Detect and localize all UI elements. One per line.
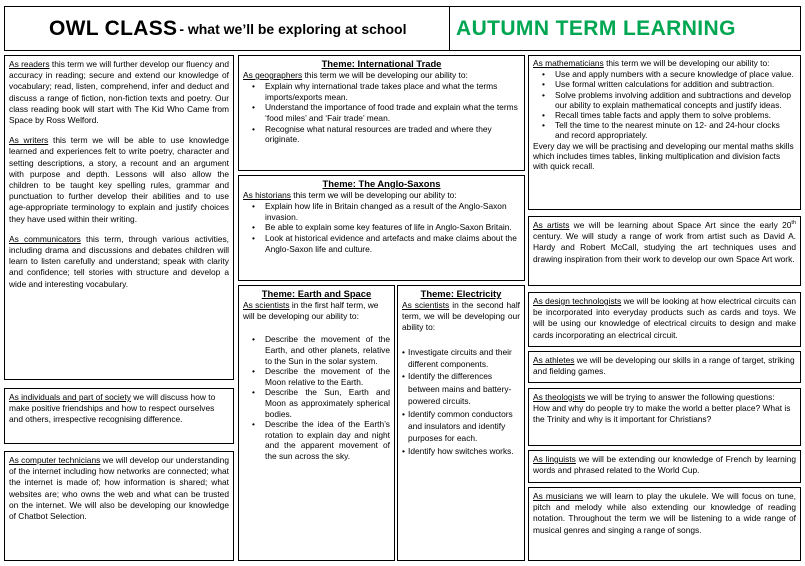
maths-footer: Every day we will be practising and developing our mental maths skills which includes times tables, linking multiplication and division facts with quick recall. bbox=[533, 140, 794, 172]
list-item: • Be able to explain some key features of life in Anglo-Saxon Britain. bbox=[243, 222, 520, 233]
computing-role: As computer technicians bbox=[9, 455, 101, 465]
writers-paragraph: As writers this term we will be able to use knowledge learned and experiences felt to write poetry, character and setting descriptions, a story, a recount and an argument with purpose and depth. Lessons will also allow the children to be taught key spelling rules, grammar and punctuation to further develop their abilities and to use age-appropriate terminology to explain and justify choices they have used within their writing. bbox=[9, 135, 229, 224]
trade-theme-title: Theme: International Trade bbox=[321, 58, 442, 69]
re-questions: How and why do people try to make the world a better place? What is the Trinity and why is it important for Christians? bbox=[533, 403, 791, 425]
list-item: • Understand the importance of food trade and explain what the terms ‘food miles’ and ‘Fair trade’ mean. bbox=[243, 102, 520, 123]
society-paragraph: As individuals and part of society we will discuss how to make positive friendships and how to respect ourselves and others, irrespective recognising difference. bbox=[9, 392, 216, 425]
french-panel bbox=[528, 450, 801, 483]
term-banner bbox=[449, 6, 801, 51]
maths-list bbox=[533, 69, 796, 140]
list-item: • Use and apply numbers with a secure knowledge of place value. bbox=[533, 69, 796, 79]
trade-role: As geographers bbox=[243, 70, 303, 80]
trade-list bbox=[243, 81, 520, 145]
list-item: • Identify common conductors and insulators and identify purposes for each. bbox=[402, 408, 520, 445]
society-role: As individuals and part of society bbox=[9, 392, 131, 402]
title-banner bbox=[4, 6, 524, 51]
space-role: As scientists bbox=[243, 300, 290, 310]
saxons-intro: As historians this term we will be developing our ability to: bbox=[243, 190, 457, 200]
computing-panel bbox=[4, 451, 234, 561]
list-item: • Describe the movement of the Earth, and other planets, relative to the Sun in the solar system. bbox=[243, 334, 390, 366]
readers-role: As readers bbox=[9, 59, 50, 69]
list-item: • Identify how switches works. bbox=[402, 445, 520, 457]
communicators-role: As communicators bbox=[9, 233, 81, 244]
music-paragraph: As musicians we will learn to play the ukulele. We will focus on tune, pitch and melody while also extending our knowledge of reading notation. Throughout the term we will be listening to a wide range of musical genres and singing a range of songs. bbox=[533, 491, 796, 535]
computing-paragraph: As computer technicians we will develop our understanding of the internet including how networks are connected; what the internet is made of; how information is shared; what websites are; who owns the web and what can be trusted on the internet. We will also be developing our knowledge of Chatbot Selection. bbox=[9, 455, 229, 522]
class-name: OWL CLASS bbox=[49, 16, 178, 40]
electricity-theme-title: Theme: Electricity bbox=[420, 288, 502, 299]
list-item: • Explain why international trade takes place and what the terms imports/exports mean. bbox=[243, 81, 520, 102]
saxons-panel bbox=[238, 175, 525, 281]
trade-panel bbox=[238, 55, 525, 171]
list-item: • Explain how life in Britain changed as a result of the Anglo-Saxon invasion. bbox=[243, 201, 520, 222]
list-item: • Use formal written calculations for addition and subtraction. bbox=[533, 79, 796, 89]
pe-paragraph: As athletes we will be developing our skills in a range of target, striking and fielding games. bbox=[533, 355, 795, 377]
list-item: • Recognise what natural resources are traded and where they originate. bbox=[243, 124, 520, 145]
society-panel bbox=[4, 388, 234, 444]
space-panel bbox=[238, 285, 395, 561]
list-item: • Identify the differences between mains and battery-powered circuits. bbox=[402, 370, 520, 407]
pe-panel bbox=[528, 351, 801, 383]
list-item: • Solve problems involving addition and subtractions and develop our ability to explain mathematical concepts and justify ideas. bbox=[533, 90, 796, 110]
maths-role: As mathematicians bbox=[533, 58, 604, 68]
art-panel bbox=[528, 216, 801, 286]
dt-paragraph: As design technologists we will be looking at how electrical circuits can be incorporated into everyday products such as cards and toys. We will be using our knowledge of electrical circuits to design and make cards incorporating an electrical circuit. bbox=[533, 296, 796, 340]
literacy-panel bbox=[4, 55, 234, 380]
list-item: • Describe the Sun, Earth and Moon as approximately spherical bodies. bbox=[243, 387, 390, 419]
re-paragraph: As theologists we will be trying to answer the following questions: bbox=[533, 392, 775, 402]
dt-role: As design technologists bbox=[533, 296, 622, 306]
saxons-theme-title: Theme: The Anglo-Saxons bbox=[322, 178, 441, 189]
electricity-panel bbox=[397, 285, 525, 561]
electricity-role: As scientists bbox=[402, 300, 450, 310]
list-item: • Investigate circuits and their different components. bbox=[402, 346, 520, 371]
page-subtitle: - what we’ll be exploring at school bbox=[179, 20, 407, 37]
space-list bbox=[243, 334, 390, 461]
music-role: As musicians bbox=[533, 491, 584, 501]
list-item: • Recall times table facts and apply them to solve problems. bbox=[533, 110, 796, 120]
list-item: • Describe the movement of the Moon relative to the Earth. bbox=[243, 366, 390, 387]
writers-role: As writers bbox=[9, 135, 49, 146]
maths-panel bbox=[528, 55, 801, 210]
readers-paragraph: As readers this term we will further develop our fluency and accuracy in reading; secure and extend our knowledge of vocabulary; read, listen, comprehend, infer and deduct and discuss a range of fiction, non-fiction texts and poetry. Our class reading book will start with The Kid Who Came from Space by Ross Welford. bbox=[9, 59, 230, 126]
french-role: As linguists bbox=[533, 454, 576, 464]
communicators-paragraph: As communicators this term, through various activities, including drama and discussions and debates children will learn to listen carefully and understand; speak with clarity and confidence; tell stories with structure and develop a wide and interesting vocabulary. bbox=[9, 233, 229, 289]
pe-role: As athletes bbox=[533, 355, 575, 365]
trade-intro: As geographers this term we will be developing our ability to: bbox=[243, 70, 468, 80]
electricity-intro: As scientists in the second half term, we will be developing our ability to: bbox=[402, 300, 521, 333]
dt-panel bbox=[528, 292, 801, 347]
maths-intro: As mathematicians this term we will be developing our ability to: bbox=[533, 58, 770, 68]
saxons-role: As historians bbox=[243, 190, 291, 200]
list-item: • Tell the time to the nearest minute on 12- and 24-hour clocks and record appropriately. bbox=[533, 120, 796, 140]
re-role: As theologists bbox=[533, 392, 586, 402]
saxons-list bbox=[243, 201, 520, 254]
list-item: • Describe the idea of the Earth’s rotation to explain day and night and the apparent movement of the sun across the sky. bbox=[243, 419, 390, 461]
music-panel bbox=[528, 487, 801, 561]
re-panel bbox=[528, 388, 801, 446]
list-item: • Look at historical evidence and artefacts and make claims about the Anglo-Saxon life and culture. bbox=[243, 233, 520, 254]
art-role: As artists bbox=[533, 220, 570, 230]
french-paragraph: As linguists we will be extending our knowledge of French by learning words and phrased related to the World Cup. bbox=[533, 454, 797, 476]
art-paragraph: As artists we will be learning about Space Art since the early 20th century. We will study a range of work from artist such as David A. Hardy and Robert McCall, studying the art techniques uses and drawing inspiration from their work to develop our own Space Art work. bbox=[533, 220, 797, 264]
electricity-list bbox=[402, 346, 520, 458]
space-theme-title: Theme: Earth and Space bbox=[261, 288, 372, 299]
space-intro: As scientists in the first half term, we will be developing our ability to: bbox=[243, 300, 379, 322]
term-title: AUTUMN TERM LEARNING bbox=[456, 16, 736, 40]
